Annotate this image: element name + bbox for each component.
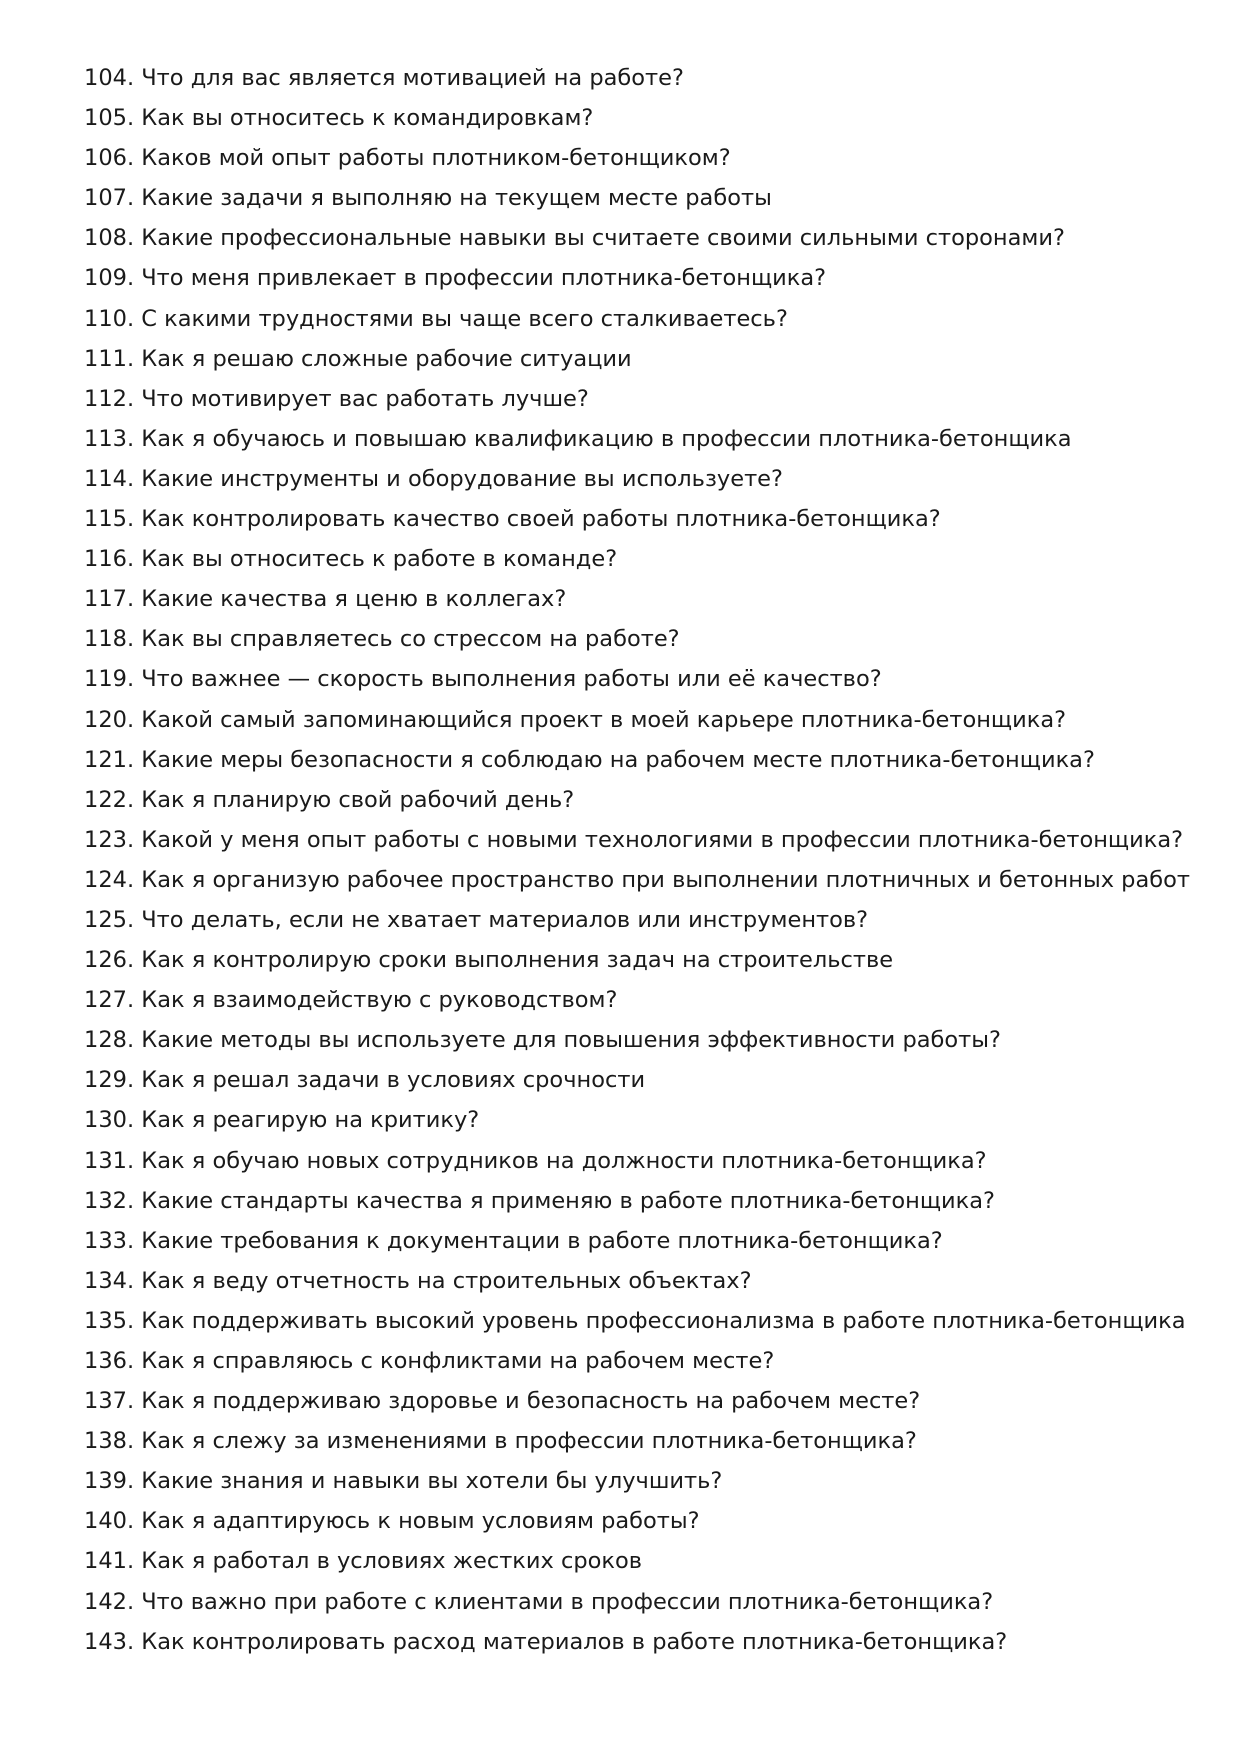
question-item: 136. Как я справляюсь с конфликтами на рабочем месте? xyxy=(84,1348,775,1374)
question-item: 108. Какие профессиональные навыки вы считаете своими сильными сторонами? xyxy=(84,225,1065,252)
question-item: 137. Как я поддерживаю здоровье и безопасность на рабочем месте? xyxy=(84,1388,921,1415)
question-item: 116. Как вы относитесь к работе в команде? xyxy=(84,546,618,573)
question-item: 122. Как я планирую свой рабочий день? xyxy=(84,786,575,813)
question-item: 128. Какие методы вы используете для повышения эффективности работы? xyxy=(84,1027,1001,1054)
question-item: 117. Какие качества я ценю в коллегах? xyxy=(84,586,567,613)
question-item: 112. Что мотивирует вас работать лучше? xyxy=(84,385,589,412)
question-item: 121. Какие меры безопасности я соблюдаю на рабочем месте плотника-бетонщика? xyxy=(84,746,1095,773)
question-item: 124. Как я организую рабочее пространство при выполнении плотничных и бетонных работ xyxy=(84,866,1191,893)
question-list xyxy=(84,58,1204,1662)
question-item: 107. Какие задачи я выполняю на текущем месте работы xyxy=(84,185,772,212)
question-item: 115. Как контролировать качество своей работы плотника-бетонщика? xyxy=(84,506,941,533)
question-item: 138. Как я слежу за изменениями в профессии плотника-бетонщика? xyxy=(84,1428,917,1455)
question-item: 141. Как я работал в условиях жестких сроков xyxy=(84,1548,643,1575)
question-item: 106. Каков мой опыт работы плотником-бетонщиком? xyxy=(84,145,731,172)
question-item: 142. Что важно при работе с клиентами в профессии плотника-бетонщика? xyxy=(84,1588,994,1615)
question-item: 126. Как я контролирую сроки выполнения задач на строительстве xyxy=(84,947,894,974)
question-item: 123. Какой у меня опыт работы с новыми технологиями в профессии плотника-бетонщика? xyxy=(84,826,1184,853)
question-item: 104. Что для вас является мотивацией на работе? xyxy=(84,65,684,91)
question-item: 120. Какой самый запоминающийся проект в моей карьере плотника-бетонщика? xyxy=(84,706,1067,733)
question-item: 105. Как вы относитесь к командировкам? xyxy=(84,105,594,132)
question-item: 133. Какие требования к документации в работе плотника-бетонщика? xyxy=(84,1227,943,1254)
question-item: 125. Что делать, если не хватает материалов или инструментов? xyxy=(84,906,869,933)
question-item: 127. Как я взаимодействую с руководством? xyxy=(84,987,618,1014)
question-item: 132. Какие стандарты качества я применяю в работе плотника-бетонщика? xyxy=(84,1187,995,1214)
question-item: 119. Что важнее — скорость выполнения работы или её качество? xyxy=(84,666,882,693)
question-item: 114. Какие инструменты и оборудование вы используете? xyxy=(84,465,783,492)
question-item: 129. Как я решал задачи в условиях срочности xyxy=(84,1067,646,1094)
question-item: 139. Какие знания и навыки вы хотели бы улучшить? xyxy=(84,1468,723,1495)
question-item: 131. Как я обучаю новых сотрудников на должности плотника-бетонщика? xyxy=(84,1147,987,1174)
question-item: 111. Как я решаю сложные рабочие ситуации xyxy=(84,345,632,372)
question-item: 110. С какими трудностями вы чаще всего сталкиваетесь? xyxy=(84,305,788,332)
question-item: 113. Как я обучаюсь и повышаю квалификацию в профессии плотника-бетонщика xyxy=(84,425,1072,452)
question-item: 130. Как я реагирую на критику? xyxy=(84,1107,480,1134)
question-item: 134. Как я веду отчетность на строительных объектах? xyxy=(84,1267,752,1294)
question-item: 140. Как я адаптируюсь к новым условиям работы? xyxy=(84,1508,700,1535)
question-item: 143. Как контролировать расход материалов в работе плотника-бетонщика? xyxy=(84,1628,1008,1655)
question-item: 135. Как поддерживать высокий уровень профессионализма в работе плотника-бетонщика xyxy=(84,1307,1186,1334)
question-item: 109. Что меня привлекает в профессии плотника-бетонщика? xyxy=(84,265,827,292)
question-item: 118. Как вы справляетесь со стрессом на работе? xyxy=(84,626,680,653)
